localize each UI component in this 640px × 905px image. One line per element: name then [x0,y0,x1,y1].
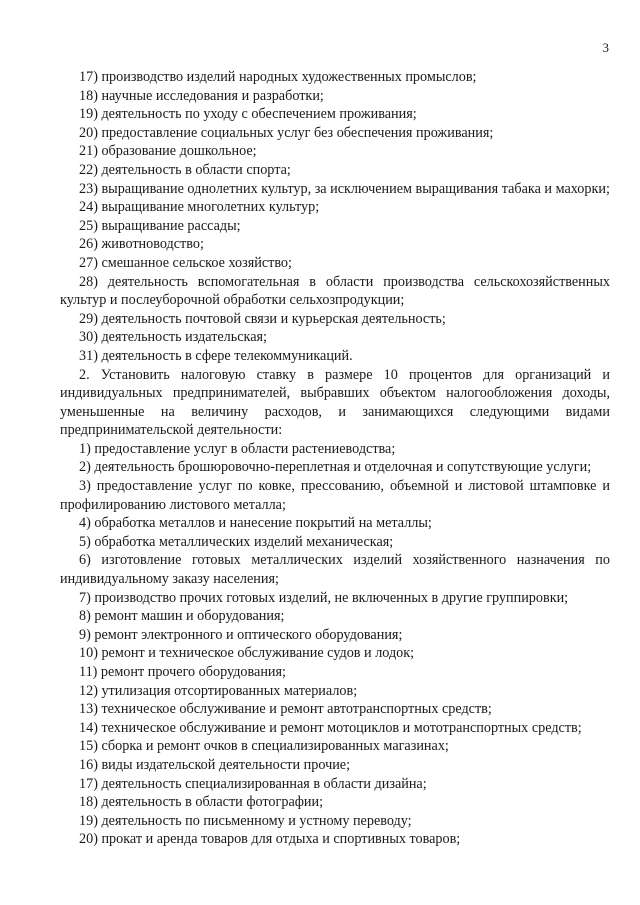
list-item: 21) образование дошкольное; [79,143,257,160]
list-item: 17) производство изделий народных художественных промыслов; [79,69,477,85]
list-item: 15) сборка и ремонт очков в специализированных магазинах; [79,738,449,755]
list-item: 11) ремонт прочего оборудования; [79,664,286,680]
list-item: 19) деятельность по письменному и устному переводу; [79,812,412,829]
list-item: 28) деятельность вспомогательная в области производства сельскохозяйственных культур и послеуборочной обработки сельхозпродукции; [60,273,610,309]
document-body [60,68,610,849]
list-item: 4) обработка металлов и нанесение покрытий на металлы; [79,515,432,532]
list-item: 14) техническое обслуживание и ремонт мотоциклов и мототранспортных средств; [79,719,582,736]
list-item: 18) деятельность в области фотографии; [79,794,324,811]
list-item: 7) производство прочих готовых изделий, не включенных в другие группировки; [79,589,569,606]
list-item: 23) выращивание однолетних культур, за исключением выращивания табака и махорки; [79,180,610,197]
section-paragraph: 2. Установить налоговую ставку в размере 10 процентов для организаций и индивидуальных предпринимателей, выбравших объектом налогообложения доходы, уменьшенные на величину расходов, и занимающихся следующими видами предпринимательской деятельности: [60,366,610,439]
list-item: 3) предоставление услуг по ковке, прессованию, объемной и листовой штамповке и профилированию листового металла; [60,478,610,513]
list-item: 19) деятельность по уходу с обеспечением проживания; [79,106,417,123]
list-item: 20) прокат и аренда товаров для отдыха и спортивных товаров; [79,831,461,848]
list-item: 30) деятельность издательская; [79,329,267,346]
list-item: 16) виды издательской деятельности прочие; [79,756,351,773]
list-item: 26) животноводство; [79,236,204,253]
list-item: 18) научные исследования и разработки; [79,87,324,104]
list-item: 20) предоставление социальных услуг без обеспечения проживания; [79,124,494,141]
list-item: 17) деятельность специализированная в области дизайна; [79,775,427,792]
list-item: 5) обработка металлических изделий механическая; [79,533,394,550]
list-item: 9) ремонт электронного и оптического оборудования; [79,626,403,643]
list-item: 8) ремонт машин и оборудования; [79,608,285,625]
list-item: 6) изготовление готовых металлических изделий хозяйственного назначения по индивидуальному заказу населения; [60,552,610,588]
list-item: 25) выращивание рассады; [79,217,241,234]
list-item: 2) деятельность брошюровочно-переплетная и отделочная и сопутствующие услуги; [79,459,592,476]
list-item: 29) деятельность почтовой связи и курьерская деятельность; [79,310,446,327]
list-item: 1) предоставление услуг в области растениеводства; [79,440,396,457]
list-item: 24) выращивание многолетних культур; [79,199,320,216]
list-item: 10) ремонт и техническое обслуживание судов и лодок; [79,645,415,662]
list-item: 22) деятельность в области спорта; [79,161,291,178]
list-item: 12) утилизация отсортированных материалов; [79,682,358,699]
list-item: 13) техническое обслуживание и ремонт автотранспортных средств; [79,701,492,718]
page-number: 3 [602,40,609,55]
list-item: 27) смешанное сельское хозяйство; [79,254,292,271]
list-item: 31) деятельность в сфере телекоммуникаций. [79,347,353,364]
